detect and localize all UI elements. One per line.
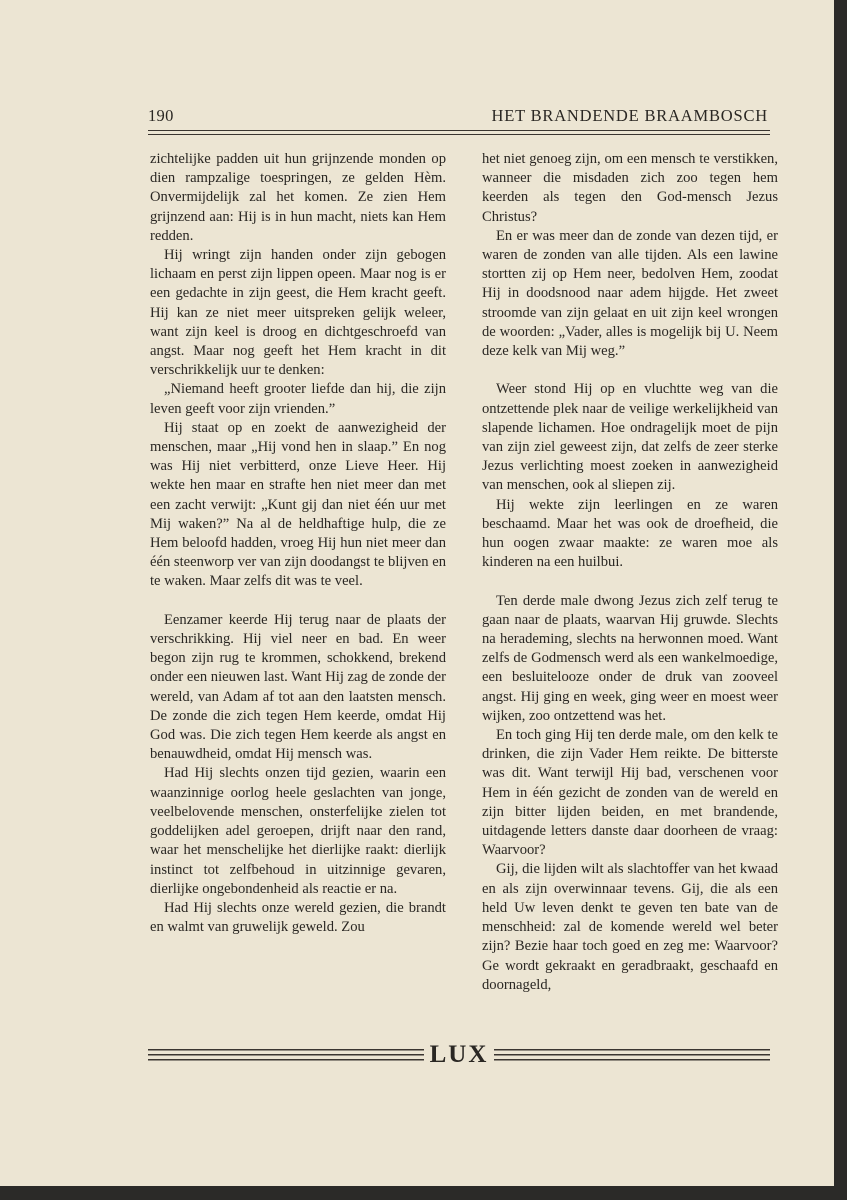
paragraph: Hij wringt zijn handen onder zijn gebogen lichaam en perst zijn lippen opeen. Maar nog is er een gedachte in zijn geest, die Hem kracht geeft. Hij kan ze niet meer uitspreken gelijk weleer, want zijn keel is droog en dichtgeschroefd van angst. Maar nog geeft het Hem kracht in dit verschrikkelijk uur te denken:	[150, 247, 446, 379]
paragraph: Had Hij slechts onzen tijd gezien, waarin een waanzinnige oorlog heele geslachten van jonge, veelbelovende menschen, onsterfelijke zielen tot goddelijken adel geroepen, drijft naar den rand, waar het menschelijke het dierlijke raakt: dierlijk instinct tot zelfbehoud in uitzinnige gevaren, dierlijke ongebondenheid als reactie er na.	[150, 765, 446, 897]
left-column	[150, 150, 446, 937]
paragraph: het niet genoeg zijn, om een mensch te verstikken, wanneer die misdaden zich zoo tegen hem keerden als tegen den God-mensch Jezus Christus?	[482, 151, 778, 225]
footer-ornament	[148, 1041, 770, 1068]
footer-rule-left	[148, 1049, 424, 1061]
paragraph: Weer stond Hij op en vluchtte weg van die ontzettende plek naar de veilige werkelijkheid van slapende lichamen. Hoe ondragelijk moet de pijn van zijn ziel geweest zijn, dat zelfs de zeer sterke Jezus verlichting moest zoeken in aanwezigheid van menschen, ook al sliepen zij.	[482, 381, 778, 494]
paragraph: „Niemand heeft grooter liefde dan hij, die zijn leven geeft voor zijn vrienden.”	[150, 381, 446, 417]
footer-rule-right	[494, 1049, 770, 1061]
running-title: HET BRANDENDE BRAAMBOSCH	[491, 106, 768, 125]
paragraph: Eenzamer keerde Hij terug naar de plaats der verschrikking. Hij viel neer en bad. En weer begon zijn rug te krommen, schokkend, brekend onder een nieuwen last. Want Hij zag de zonde der wereld, van Adam af tot aan den laatsten mensch. De zonde die zich tegen Hem keerde, omdat Hij God was. Die zich tegen Hem keerde als angst en benauwdheid, omdat Hij mensch was.	[150, 611, 446, 763]
paragraph: Ten derde male dwong Jezus zich zelf terug te gaan naar de plaats, waarvan Hij gruwde. Slechts na herademing, slechts na herwonnen moed. Want zelfs de Godmensch werd als een wankelmoedige, een besluitelooze onder de druk van zooveel angst. Hij ging en week, ging weer en moest weer wijken, zoo ontzettend was het.	[482, 592, 778, 724]
running-header	[148, 106, 768, 130]
right-column	[482, 150, 778, 995]
scan-border-bottom	[0, 1186, 847, 1200]
lux-emblem: LUX	[429, 1041, 489, 1068]
paragraph: zichtelijke padden uit hun grijnzende monden op dien rampzalige toespringen, ze gelden Hèm. Onvermijdelijk zal het komen. Ze zien Hem grijnzend aan: Hij is in hun macht, niets kan Hem redden.	[150, 151, 446, 244]
page-number: 190	[148, 106, 174, 125]
paragraph: Had Hij slechts onze wereld gezien, die brandt en walmt van gruwelijk geweld. Zou	[150, 899, 446, 936]
paragraph: Hij wekte zijn leerlingen en ze waren beschaamd. Maar het was ook de droefheid, die hun oogen zwaar maakte: ze waren moe als kinderen na een huilbui.	[482, 496, 778, 571]
paragraph: En toch ging Hij ten derde male, om den kelk te drinken, die zijn Vader Hem reikte. De bitterste was dit. Want terwijl Hij bad, verschenen voor Hem in één gezicht de zonden van de wereld en zijn bitter lijden beiden, en met brandende, uitdagende letters danste daar doorheen de vraag: Waarvoor?	[482, 727, 778, 859]
paragraph: Gij, die lijden wilt als slachtoffer van het kwaad en als zijn overwinnaar tevens. Gij, die als een held Uw leven denkt te geven ten bate van de menschheid: zal de komende wereld wel beter zijn? Bezie haar toch goed en zeg me: Waarvoor? Ge wordt gekraakt en geradbraakt, geschaafd en doornageld,	[482, 861, 778, 993]
scan-border-right	[834, 0, 847, 1200]
paragraph: Hij staat op en zoekt de aanwezigheid der menschen, maar „Hij vond hen in slaap.” En nog was Hij niet verbitterd, onze Lieve Heer. Hij wekte hen maar en strafte hen niet meer dan met een zacht verwijt: „Kunt gij dan niet één uur met Mij waken?” Na al de heldhaftige hulp, die ze Hem beloofd hadden, vroeg Hij hun niet meer dan één steenworp ver van zijn doodangst te blijven en te waken. Maar zelfs dit was te veel.	[150, 419, 446, 590]
paragraph: En er was meer dan de zonde van dezen tijd, er waren de zonden van alle tijden. Als een lawine stortten zij op Hem neer, bedolven Hem, zoodat Hij in doodsnood naar adem hijgde. Het zweet stroomde van zijn gelaat en uit zijn keel wrongen de woorden: „Vader, alles is mogelijk bij U. Neem deze kelk van Mij weg.”	[482, 227, 778, 360]
header-double-rule	[148, 130, 770, 135]
